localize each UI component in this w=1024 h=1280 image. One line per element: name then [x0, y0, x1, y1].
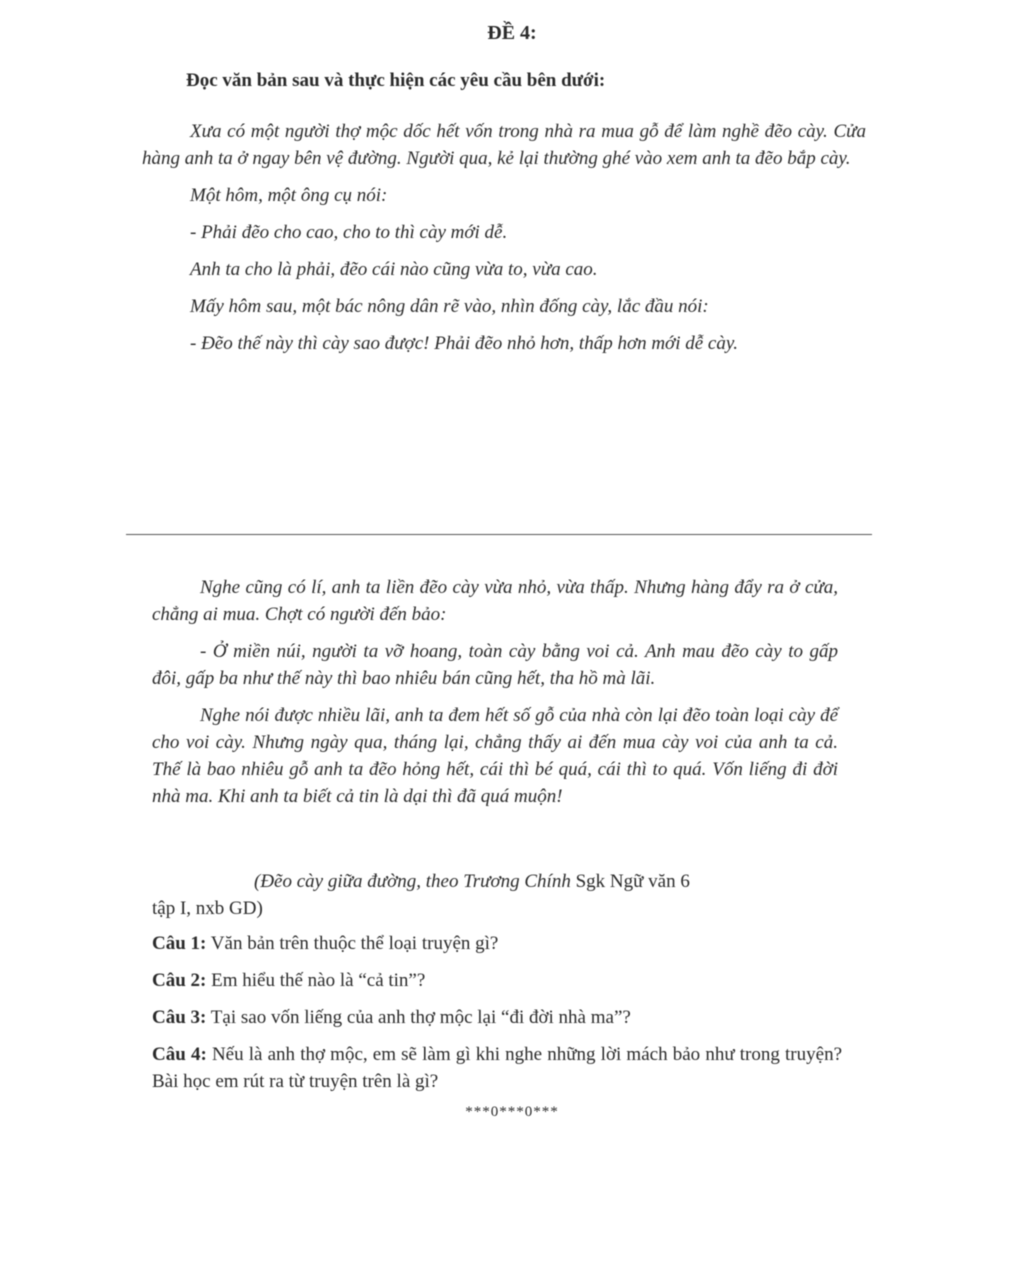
question-label: Câu 1:	[152, 933, 207, 954]
passage-paragraph: Mấy hôm sau, một bác nông dân rẽ vào, nhìn đống cày, lắc đầu nói:	[190, 296, 709, 317]
question-list	[152, 930, 842, 1105]
source-citation: (Đẽo cày giữa đường, theo Trương Chính	[254, 871, 571, 892]
source-book: Sgk Ngữ văn 6	[575, 871, 690, 892]
passage-part-1	[142, 118, 866, 367]
question-text: Nếu là anh thợ mộc, em sẽ làm gì khi nghe những lời mách bảo như trong truyện? Bài học em rút ra từ truyện trên là gì?	[152, 1044, 843, 1092]
exam-instruction: Đọc văn bản sau và thực hiện các yêu cầu bên dưới:	[186, 70, 606, 91]
question-item	[152, 1004, 842, 1031]
passage-paragraph: - Phải đẽo cho cao, cho to thì cày mới dễ.	[190, 222, 508, 243]
question-text: Tại sao vốn liếng của anh thợ mộc lại “đi đời nhà ma”?	[210, 1007, 631, 1028]
passage-paragraph: Nghe cũng có lí, anh ta liền đẽo cày vừa nhỏ, vừa thấp. Nhưng hàng đẩy ra ở cửa, chẳng ai mua. Chợt có người đến bảo:	[152, 577, 838, 625]
question-item	[152, 967, 842, 994]
passage-source	[152, 868, 838, 922]
question-label: Câu 4:	[152, 1044, 207, 1065]
passage-paragraph: Xưa có một người thợ mộc dốc hết vốn trong nhà ra mua gỗ để làm nghề đẽo cày. Cửa hàng anh ta ở ngay bên vệ đường. Người qua, kẻ lại thường ghé vào xem anh ta đẽo bắp cày.	[142, 121, 866, 169]
passage-part-2	[152, 574, 838, 820]
question-label: Câu 3:	[152, 1007, 207, 1028]
page-divider	[126, 534, 872, 535]
passage-paragraph: - Đẽo thế này thì cày sao được! Phải đẽo nhỏ hơn, thấp hơn mới dễ cày.	[190, 333, 738, 354]
question-label: Câu 2:	[152, 970, 207, 991]
question-text: Em hiểu thế nào là “cả tin”?	[211, 970, 426, 991]
passage-paragraph: Nghe nói được nhiều lãi, anh ta đem hết số gỗ của nhà còn lại đẽo toàn loại cày để cho voi cày. Nhưng ngày qua, tháng lại, chẳng thấy ai đến mua cày voi của anh ta cả. Thế là bao nhiêu gỗ anh ta đẽo hỏng hết, cái thì bé quá, cái thì to quá. Vốn liếng đi đời nhà ma. Khi anh ta biết cả tin là dại thì đã quá muộn!	[152, 705, 838, 807]
end-mark: ***0***0***	[465, 1104, 559, 1120]
source-volume: tập I, nxb GD)	[152, 898, 263, 919]
passage-paragraph: - Ở miền núi, người ta vỡ hoang, toàn cày bằng voi cả. Anh mau đẽo cày to gấp đôi, gấp ba như thế này thì bao nhiêu bán cũng hết, tha hồ mà lãi.	[152, 641, 838, 689]
question-item	[152, 930, 842, 957]
question-text: Văn bản trên thuộc thể loại truyện gì?	[210, 933, 499, 954]
question-item	[152, 1041, 842, 1095]
passage-paragraph: Anh ta cho là phải, đẽo cái nào cũng vừa to, vừa cao.	[190, 259, 598, 280]
passage-paragraph: Một hôm, một ông cụ nói:	[190, 185, 388, 206]
exam-title: ĐỀ 4:	[487, 22, 537, 44]
